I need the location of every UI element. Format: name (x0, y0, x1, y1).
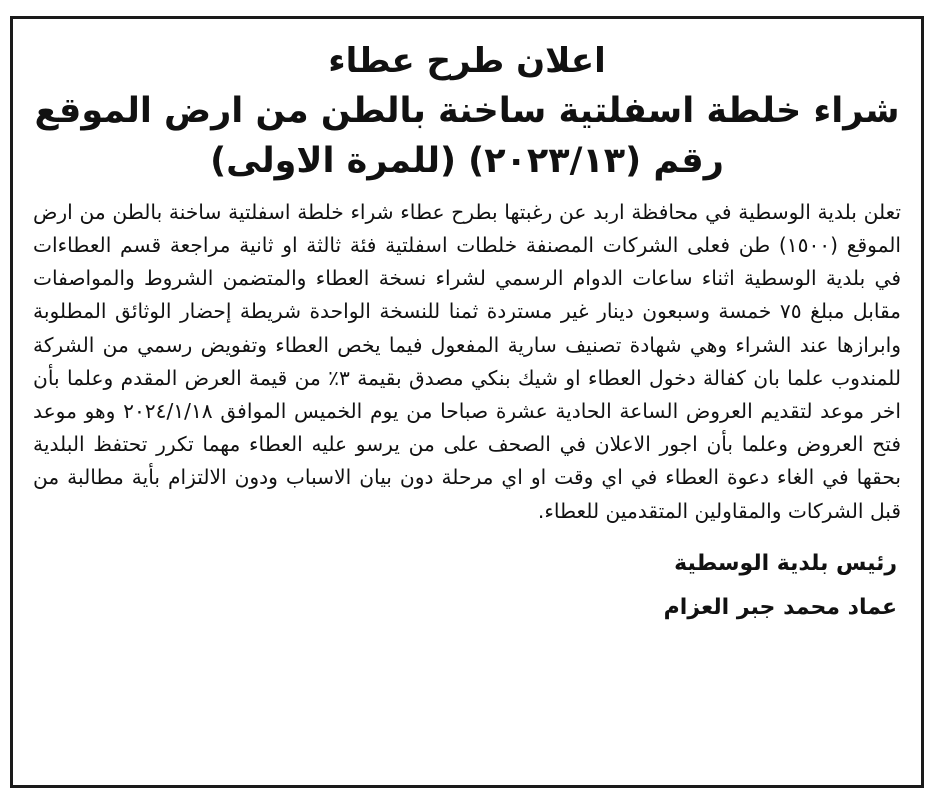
signature-block (13, 542, 897, 630)
announcement-subject: شراء خلطة اسفلتية ساخنة بالطن من ارض الموقع (34, 90, 900, 131)
signatory-position: رئيس بلدية الوسطية (674, 550, 897, 576)
announcement-number: رقم (٢٠٢٣/١٣) (للمرة الاولى) (210, 140, 724, 181)
announcement-body: تعلن بلدية الوسطية في محافظة اربد عن رغبتها بطرح عطاء شراء خلطة اسفلتية ساخنة بالطن من ارض الموقع (١٥٠٠) طن فعلى الشركات المصنفة خلطات اسفلتية فئة ثالثة او ثانية مراجعة قسم العطاءات في بلدية الوسطية اثناء ساعات الدوام الرسمي لشراء نسخة العطاء والمتضمن الشروط والمواصفات مقابل مبلغ ٧٥ خمسة وسبعون دينار غير مستردة ثمنا للنسخة الواحدة شريطة إحضار الوثائق المطلوبة وابرازها عند الشراء وهي شهادة تصنيف سارية المفعول فيما يخص العطاء وتفويض رسمي من الشركة للمندوب علما بان كفالة دخول العطاء او شيك بنكي مصدق بقيمة ٣٪ من قيمة العرض المقدم وعلما بأن اخر موعد لتقديم العروض الساعة الحادية عشرة صباحا من يوم الخميس الموافق ٢٠٢٤/١/١٨ وهو موعد فتح العروض وعلما بأن اجور الاعلان في الصحف على من يرسو عليه العطاء مهما تكرر تحتفظ البلدية بحقها في الغاء دعوة العطاء في اي وقت او اي مرحلة دون بيان الاسباب ودون الالتزام بأية مطالبة من قبل الشركات والمقاولين المتقدمين للعطاء. (33, 199, 902, 523)
announcement-title: اعلان طرح عطاء (328, 41, 606, 81)
signatory-name: عماد محمد جبر العزام (663, 594, 897, 620)
announcement-frame (10, 16, 924, 788)
